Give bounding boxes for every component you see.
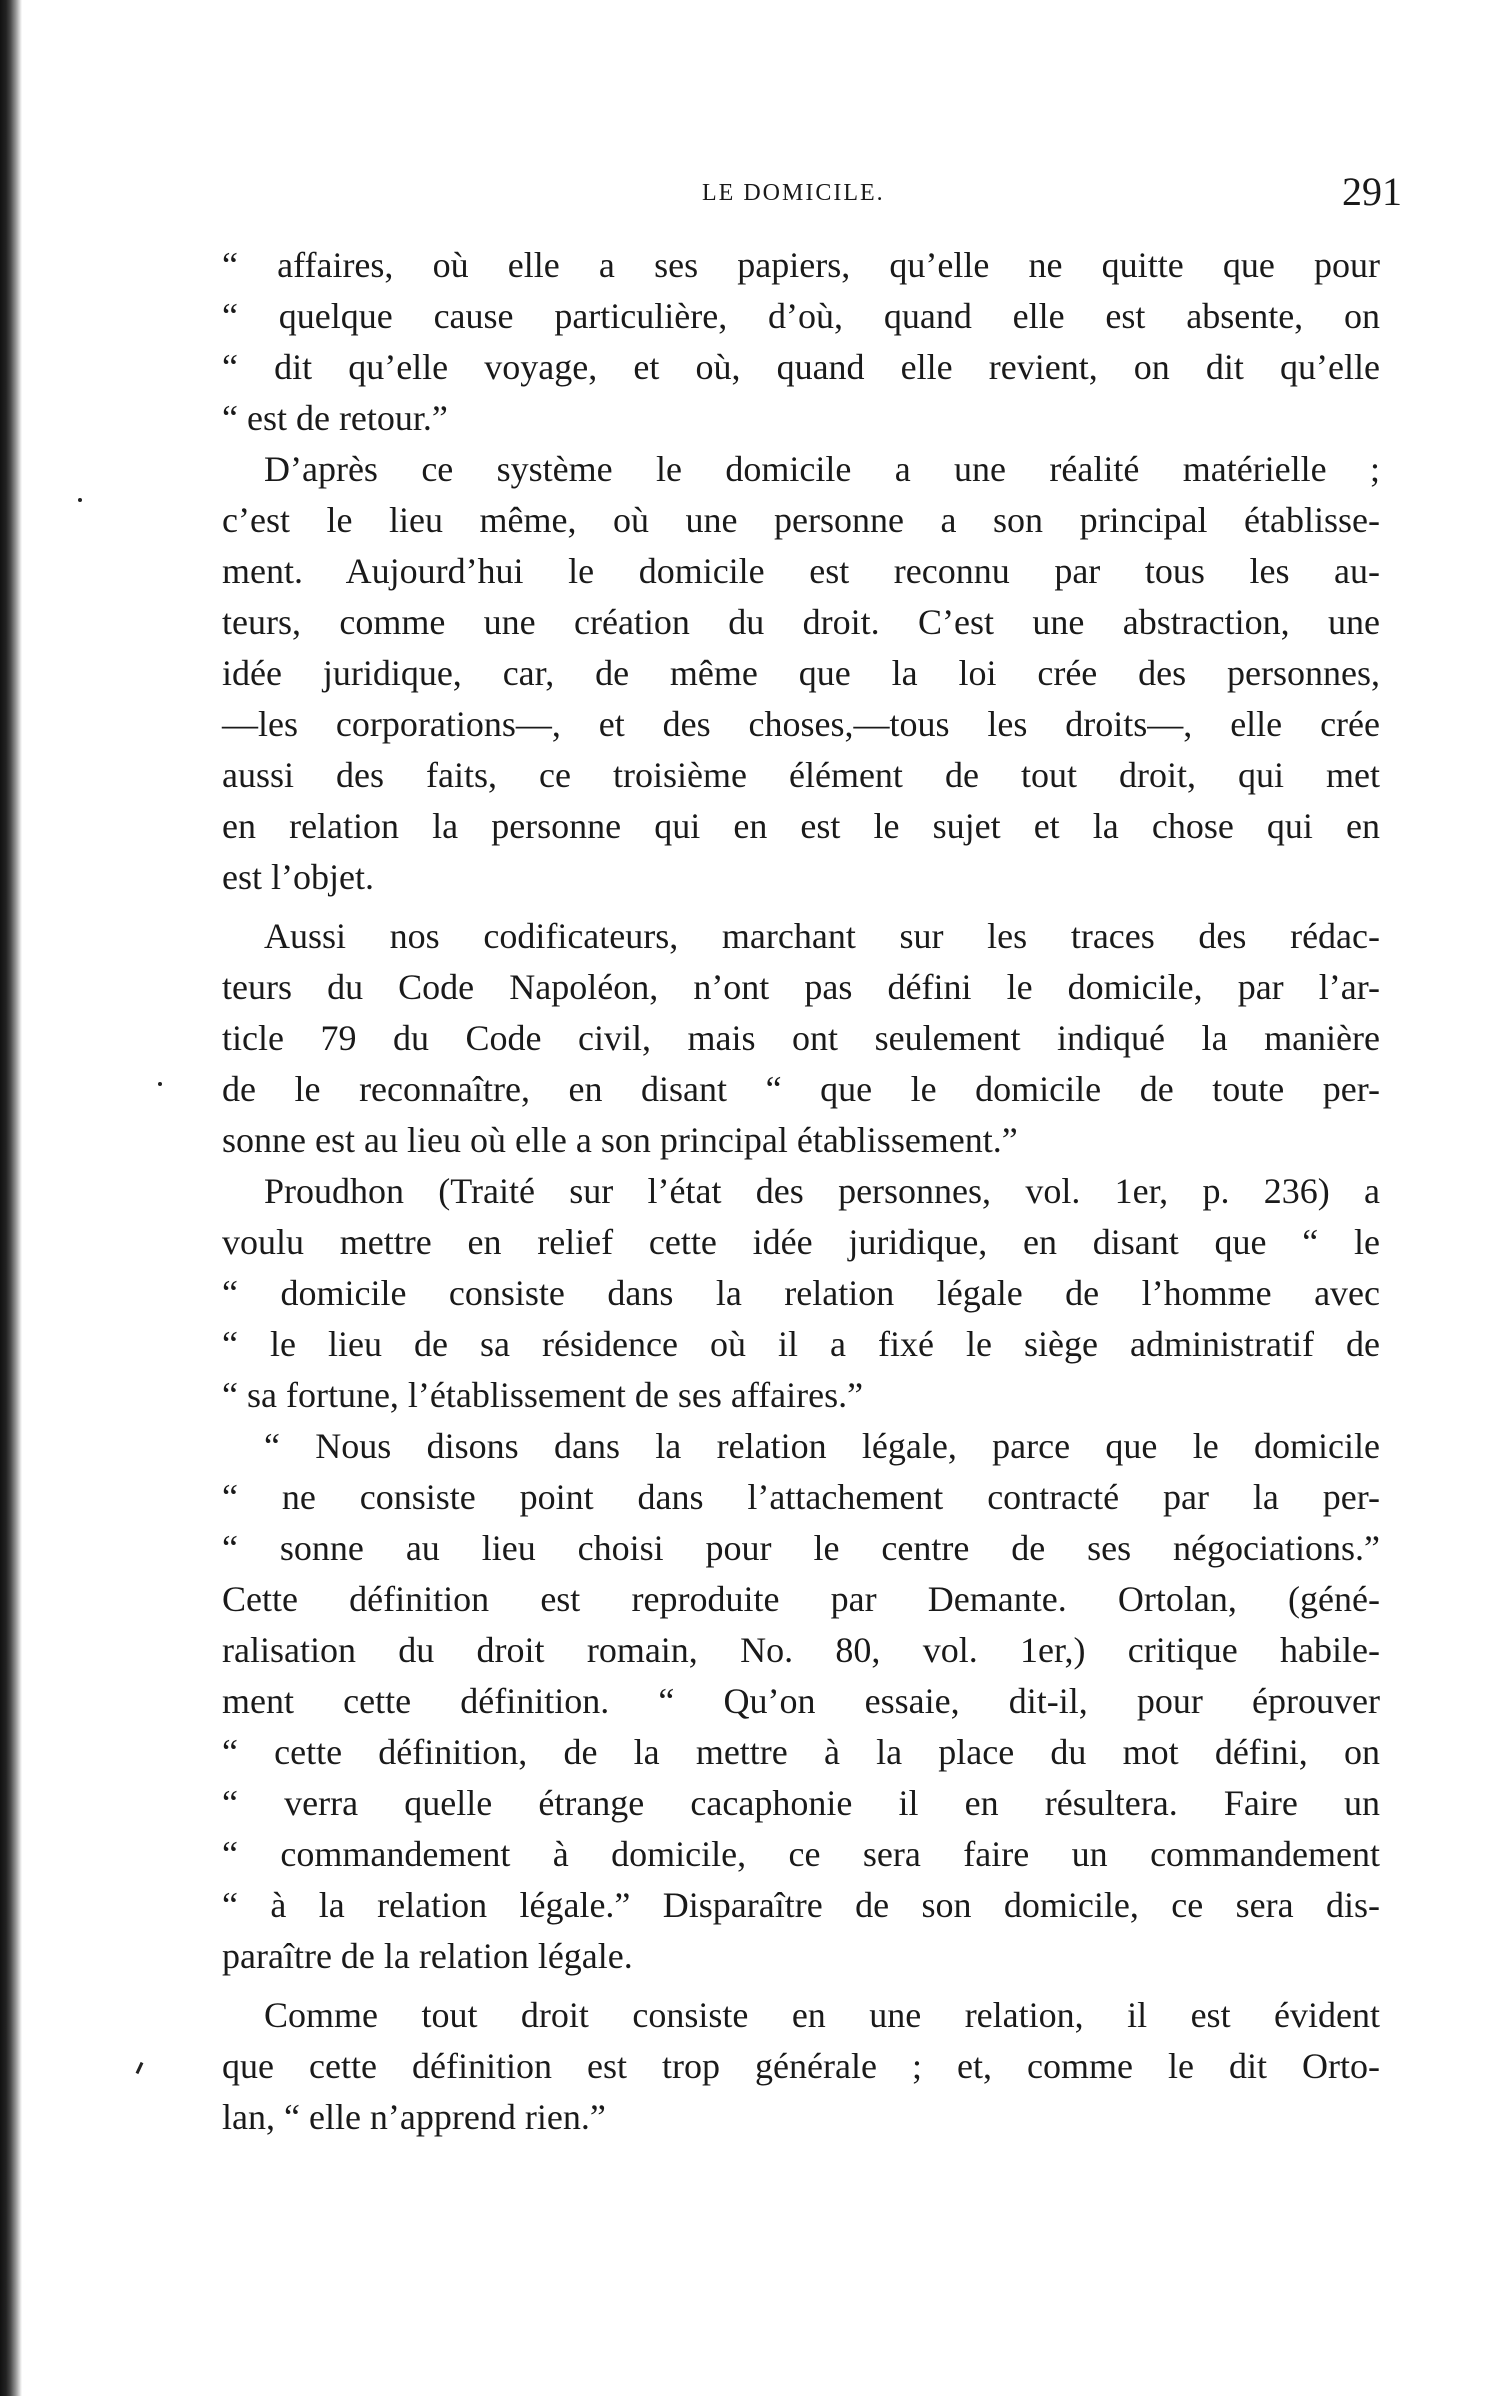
text-line: “ cette définition, de la mettre à la place du mot défini, on (222, 1732, 1380, 1772)
running-head: LE DOMICILE. (702, 180, 885, 206)
text-line: idée juridique, car, de même que la loi crée des personnes, (222, 653, 1380, 693)
text-line: teurs du Code Napoléon, n’ont pas défini le domicile, par l’ar- (222, 967, 1380, 1007)
text-line: teurs, comme une création du droit. C’est une abstraction, une (222, 602, 1380, 642)
text-line: Cette définition est reproduite par Demante. Ortolan, (géné- (222, 1579, 1380, 1619)
text-line: ralisation du droit romain, No. 80, vol. 1er,) critique habile- (222, 1630, 1380, 1670)
text-line: sonne est au lieu où elle a son principal établissement.” (222, 1120, 1018, 1160)
text-line: “ verra quelle étrange cacaphonie il en résultera. Faire un (222, 1783, 1380, 1823)
text-line: Proudhon (Traité sur l’état des personnes, vol. 1er, p. 236) a (264, 1171, 1380, 1211)
text-line: ment cette définition. “ Qu’on essaie, dit-il, pour éprouver (222, 1681, 1380, 1721)
text-line: “ à la relation légale.” Disparaître de son domicile, ce sera dis- (222, 1885, 1380, 1925)
text-line: “ quelque cause particulière, d’où, quand elle est absente, on (222, 296, 1380, 336)
page-number: 291 (1342, 169, 1402, 214)
text-line: ment. Aujourd’hui le domicile est reconnu par tous les au- (222, 551, 1380, 591)
text-line: c’est le lieu même, où une personne a son principal établisse- (222, 500, 1380, 540)
text-line: “ est de retour.” (222, 398, 448, 438)
text-line: lan, “ elle n’apprend rien.” (222, 2097, 606, 2137)
text-line: “ dit qu’elle voyage, et où, quand elle revient, on dit qu’elle (222, 347, 1380, 387)
page-header (222, 168, 1402, 228)
text-line: —les corporations—, et des choses,—tous les droits—, elle crée (222, 704, 1380, 744)
text-line: ticle 79 du Code civil, mais ont seulement indiqué la manière (222, 1018, 1380, 1058)
text-line: “ commandement à domicile, ce sera faire un commandement (222, 1834, 1380, 1874)
margin-speck (78, 498, 82, 502)
text-line: paraître de la relation légale. (222, 1936, 633, 1976)
page-binding-edge (0, 0, 22, 2396)
text-line: “ affaires, où elle a ses papiers, qu’elle ne quitte que pour (222, 245, 1380, 285)
text-line: voulu mettre en relief cette idée juridique, en disant que “ le (222, 1222, 1380, 1262)
text-line: D’après ce système le domicile a une réalité matérielle ; (264, 449, 1380, 489)
text-line: “ Nous disons dans la relation légale, parce que le domicile (264, 1426, 1380, 1466)
text-line: en relation la personne qui en est le sujet et la chose qui en (222, 806, 1380, 846)
text-line: de le reconnaître, en disant “ que le domicile de toute per- (222, 1069, 1380, 1109)
text-line: aussi des faits, ce troisième élément de tout droit, qui met (222, 755, 1380, 795)
margin-speck (136, 2062, 144, 2074)
margin-speck (158, 1082, 162, 1086)
text-line: “ sa fortune, l’établissement de ses affaires.” (222, 1375, 864, 1415)
text-line: “ sonne au lieu choisi pour le centre de ses négociations.” (222, 1528, 1380, 1568)
text-line: que cette définition est trop générale ; et, comme le dit Orto- (222, 2046, 1380, 2086)
text-line: “ le lieu de sa résidence où il a fixé le siège administratif de (222, 1324, 1380, 1364)
text-line: est l’objet. (222, 857, 374, 897)
body-text (222, 240, 1380, 2143)
text-line: Aussi nos codificateurs, marchant sur les traces des rédac- (264, 916, 1380, 956)
text-line: Comme tout droit consiste en une relation, il est évident (264, 1995, 1380, 2035)
text-line: “ ne consiste point dans l’attachement contracté par la per- (222, 1477, 1380, 1517)
text-line: “ domicile consiste dans la relation légale de l’homme avec (222, 1273, 1380, 1313)
